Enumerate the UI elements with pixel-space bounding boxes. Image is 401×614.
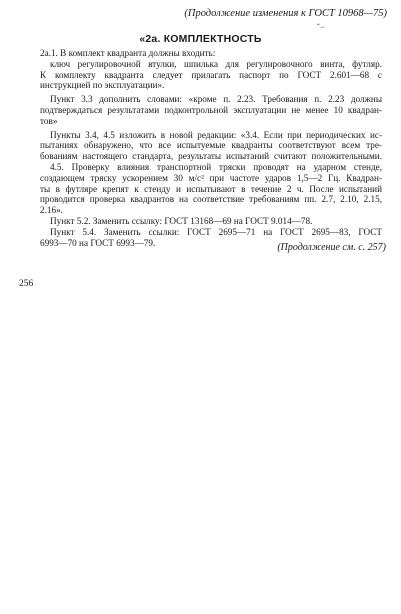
text-line: Пункт 5.4. Заменить ссылки: ГОСТ 2695—71 на ГОСТ 2695—83, ГОСТ (50, 226, 382, 237)
text-line: 2.16». (40, 205, 63, 216)
text-line: ты в футляре крепят к стенду и испытывают в течение 2 ч. После испытаний (40, 183, 382, 194)
text-line: 4.5. Проверку влияния транспортной тряски проводят на ударном стенде, (50, 161, 382, 172)
text-line: 2а.1. В комплект квадранта должны входить: (40, 48, 216, 58)
text-line: бованиям настоящего стандарта, результаты испытаний считают положительными. (40, 151, 382, 162)
text-line: Пункт 3.3 дополнить словами: «кроме п. 2.23. Требования п. 2.23 должны (50, 94, 382, 105)
text-line: проводится проверка квадрантов на соответствие требованиям пп. 2.7, 2.10, 2.15, (40, 194, 382, 205)
text-line: 6993—70 на ГОСТ 6993—79. (40, 237, 156, 248)
text-line: инструкцией по эксплуатации». (40, 80, 165, 91)
text-line: К комплекту квадранта следует прилагать паспорт по ГОСТ 2.601—68 с (40, 69, 382, 80)
continuation-header: (Продолжение изменения к ГОСТ 10968—75) (184, 8, 387, 19)
text-line: создающем тряску ускорением 30 м/с² при частоте ударов 1,5—2 Гц. Квадран- (40, 172, 382, 183)
text-line: пытаниях обнаружено, что все испытуемые квадранты соответствуют всем тре- (40, 140, 382, 151)
text-line: ключ регулировочной втулки, шпилька для регулировочного винта, футляр. (50, 58, 382, 69)
continuation-footer: (Продолжение см. с. 257) (277, 242, 386, 253)
text-line: тов» (40, 115, 58, 126)
page-number: 256 (19, 279, 34, 289)
stray-mark-icon: ˇ− (316, 22, 325, 32)
text-line: Пункты 3.4, 4.5 изложить в новой редакции: «3.4. Если при периодических ис- (50, 129, 382, 140)
body-text (40, 48, 382, 248)
section-title: «2а. КОМПЛЕКТНОСТЬ (139, 33, 262, 45)
text-line: Пункт 5.2. Заменить ссылку: ГОСТ 13168—69 на ГОСТ 9.014—78. (50, 215, 313, 226)
text-line: подтверждаться результатами подконтрольной эксплуатации не менее 10 квадран- (40, 104, 382, 115)
